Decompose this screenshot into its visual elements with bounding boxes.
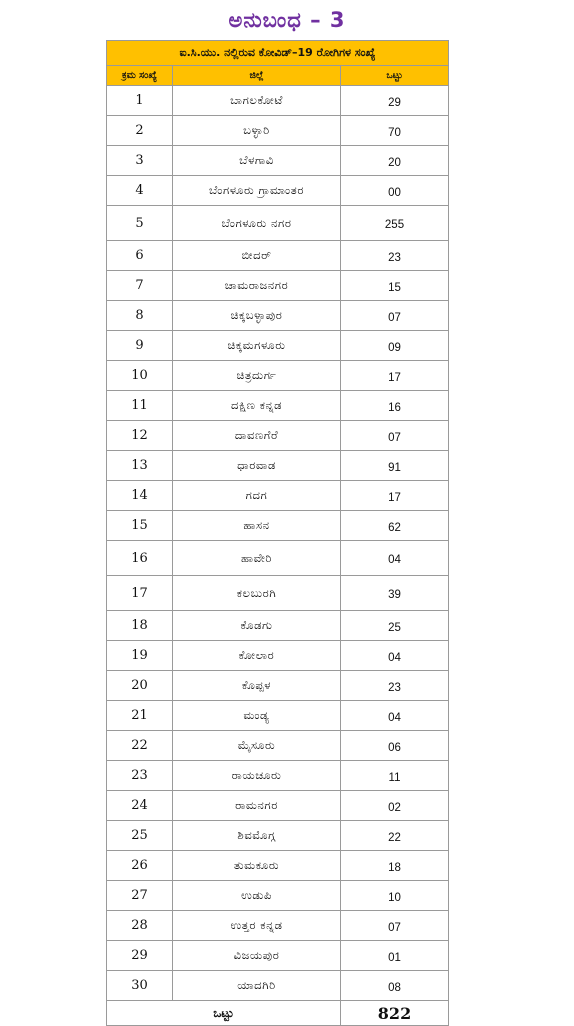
table-row	[107, 391, 449, 421]
table-row	[107, 271, 449, 301]
patient-count-cell: 16	[341, 391, 449, 421]
patient-count-cell: 23	[341, 671, 449, 701]
serial-number-cell: 22	[107, 731, 173, 761]
serial-number-cell: 8	[107, 301, 173, 331]
icu-covid-table	[106, 40, 449, 1026]
serial-number-cell: 17	[107, 576, 173, 611]
district-name-cell: ಶಿವಮೊಗ್ಗ	[173, 821, 341, 851]
page-title: ಅನುಬಂಧ – 3	[228, 8, 346, 32]
table-row	[107, 851, 449, 881]
serial-number-cell: 26	[107, 851, 173, 881]
serial-number-cell: 11	[107, 391, 173, 421]
patient-count-cell: 04	[341, 701, 449, 731]
district-name-cell: ತುಮಕೂರು	[173, 851, 341, 881]
serial-number-cell: 18	[107, 611, 173, 641]
district-name-cell: ಬಳ್ಳಾರಿ	[173, 116, 341, 146]
patient-count-cell: 23	[341, 241, 449, 271]
serial-number-cell: 30	[107, 971, 173, 1001]
district-name-cell: ಹಾವೇರಿ	[173, 541, 341, 576]
serial-number-cell: 19	[107, 641, 173, 671]
table-row	[107, 421, 449, 451]
serial-number-cell: 13	[107, 451, 173, 481]
table-row	[107, 361, 449, 391]
district-name-cell: ಕೊಡಗು	[173, 611, 341, 641]
patient-count-cell: 91	[341, 451, 449, 481]
district-name-cell: ಚಿತ್ರದುರ್ಗ	[173, 361, 341, 391]
serial-number-cell: 16	[107, 541, 173, 576]
table-row	[107, 941, 449, 971]
patient-count-cell: 17	[341, 481, 449, 511]
table-row	[107, 971, 449, 1001]
table-row	[107, 331, 449, 361]
district-name-cell: ದಕ್ಷಿಣ ಕನ್ನಡ	[173, 391, 341, 421]
district-name-cell: ಕೋಲಾರ	[173, 641, 341, 671]
patient-count-cell: 07	[341, 301, 449, 331]
serial-number-cell: 15	[107, 511, 173, 541]
district-name-cell: ದಾವಣಗೆರೆ	[173, 421, 341, 451]
table-row	[107, 86, 449, 116]
table-row	[107, 911, 449, 941]
table-row	[107, 451, 449, 481]
table-row	[107, 611, 449, 641]
table-row	[107, 791, 449, 821]
district-name-cell: ಬಾಗಲಕೋಟೆ	[173, 86, 341, 116]
patient-count-cell: 08	[341, 971, 449, 1001]
serial-number-cell: 1	[107, 86, 173, 116]
serial-number-cell: 6	[107, 241, 173, 271]
patient-count-cell: 01	[341, 941, 449, 971]
serial-number-cell: 9	[107, 331, 173, 361]
table-row	[107, 641, 449, 671]
serial-number-cell: 3	[107, 146, 173, 176]
serial-number-cell: 14	[107, 481, 173, 511]
serial-number-cell: 29	[107, 941, 173, 971]
table-row	[107, 881, 449, 911]
serial-number-cell: 28	[107, 911, 173, 941]
table-heading: ಐ.ಸಿ.ಯು. ನಲ್ಲಿರುವ ಕೋವಿಡ್‌–19 ರೋಗಿಗಳ ಸಂಖ್ಯೆ	[107, 41, 449, 66]
serial-number-cell: 21	[107, 701, 173, 731]
district-name-cell: ಹಾಸನ	[173, 511, 341, 541]
column-header-total: ಒಟ್ಟು	[341, 66, 449, 86]
serial-number-cell: 23	[107, 761, 173, 791]
district-name-cell: ಗದಗ	[173, 481, 341, 511]
serial-number-cell: 2	[107, 116, 173, 146]
district-name-cell: ಮೈಸೂರು	[173, 731, 341, 761]
patient-count-cell: 39	[341, 576, 449, 611]
serial-number-cell: 25	[107, 821, 173, 851]
patient-count-cell: 29	[341, 86, 449, 116]
patient-count-cell: 07	[341, 421, 449, 451]
serial-number-cell: 24	[107, 791, 173, 821]
district-name-cell: ಚಿಕ್ಕಮಗಳೂರು	[173, 331, 341, 361]
district-name-cell: ಚಾಮರಾಜನಗರ	[173, 271, 341, 301]
patient-count-cell: 18	[341, 851, 449, 881]
patient-count-cell: 02	[341, 791, 449, 821]
total-row	[107, 1001, 449, 1026]
patient-count-cell: 17	[341, 361, 449, 391]
serial-number-cell: 12	[107, 421, 173, 451]
table-row	[107, 761, 449, 791]
district-name-cell: ಕೊಪ್ಪಳ	[173, 671, 341, 701]
patient-count-cell: 15	[341, 271, 449, 301]
serial-number-cell: 5	[107, 206, 173, 241]
serial-number-cell: 7	[107, 271, 173, 301]
patient-count-cell: 255	[341, 206, 449, 241]
patient-count-cell: 11	[341, 761, 449, 791]
serial-number-cell: 10	[107, 361, 173, 391]
district-name-cell: ಧಾರವಾಡ	[173, 451, 341, 481]
column-header-row	[107, 66, 449, 86]
patient-count-cell: 00	[341, 176, 449, 206]
district-name-cell: ರಾಯಚೂರು	[173, 761, 341, 791]
table-row	[107, 116, 449, 146]
table-title-row	[107, 41, 449, 66]
serial-number-cell: 4	[107, 176, 173, 206]
patient-count-cell: 22	[341, 821, 449, 851]
district-name-cell: ಯಾದಗಿರಿ	[173, 971, 341, 1001]
patient-count-cell: 70	[341, 116, 449, 146]
table-row	[107, 511, 449, 541]
district-name-cell: ಉಡುಪಿ	[173, 881, 341, 911]
district-name-cell: ರಾಮನಗರ	[173, 791, 341, 821]
patient-count-cell: 62	[341, 511, 449, 541]
patient-count-cell: 04	[341, 541, 449, 576]
table-row	[107, 671, 449, 701]
patient-count-cell: 25	[341, 611, 449, 641]
patient-count-cell: 04	[341, 641, 449, 671]
total-value: 822	[341, 1001, 449, 1026]
patient-count-cell: 20	[341, 146, 449, 176]
district-name-cell: ಚಿಕ್ಕಬಳ್ಳಾಪುರ	[173, 301, 341, 331]
district-name-cell: ವಿಜಯಪುರ	[173, 941, 341, 971]
patient-count-cell: 10	[341, 881, 449, 911]
patient-count-cell: 09	[341, 331, 449, 361]
table-row	[107, 576, 449, 611]
table-row	[107, 481, 449, 511]
table-body	[107, 86, 449, 1001]
table-row	[107, 146, 449, 176]
district-name-cell: ಬೀದರ್	[173, 241, 341, 271]
table-row	[107, 731, 449, 761]
table-row	[107, 301, 449, 331]
district-name-cell: ಬೆಳಗಾವಿ	[173, 146, 341, 176]
table-row	[107, 821, 449, 851]
table-row	[107, 241, 449, 271]
column-header-district: ಜಿಲ್ಲೆ	[173, 66, 341, 86]
table-row	[107, 701, 449, 731]
patient-count-cell: 06	[341, 731, 449, 761]
district-name-cell: ಉತ್ತರ ಕನ್ನಡ	[173, 911, 341, 941]
table-row	[107, 541, 449, 576]
patient-count-cell: 07	[341, 911, 449, 941]
district-name-cell: ಬೆಂಗಳೂರು ನಗರ	[173, 206, 341, 241]
district-name-cell: ಮಂಡ್ಯ	[173, 701, 341, 731]
serial-number-cell: 27	[107, 881, 173, 911]
total-label: ಒಟ್ಟು	[107, 1001, 341, 1026]
serial-number-cell: 20	[107, 671, 173, 701]
district-name-cell: ಕಲಬುರಗಿ	[173, 576, 341, 611]
table-row	[107, 176, 449, 206]
table-row	[107, 206, 449, 241]
district-name-cell: ಬೆಂಗಳೂರು ಗ್ರಾಮಾಂತರ	[173, 176, 341, 206]
column-header-serial: ಕ್ರಮ ಸಂಖ್ಯೆ	[107, 66, 173, 86]
